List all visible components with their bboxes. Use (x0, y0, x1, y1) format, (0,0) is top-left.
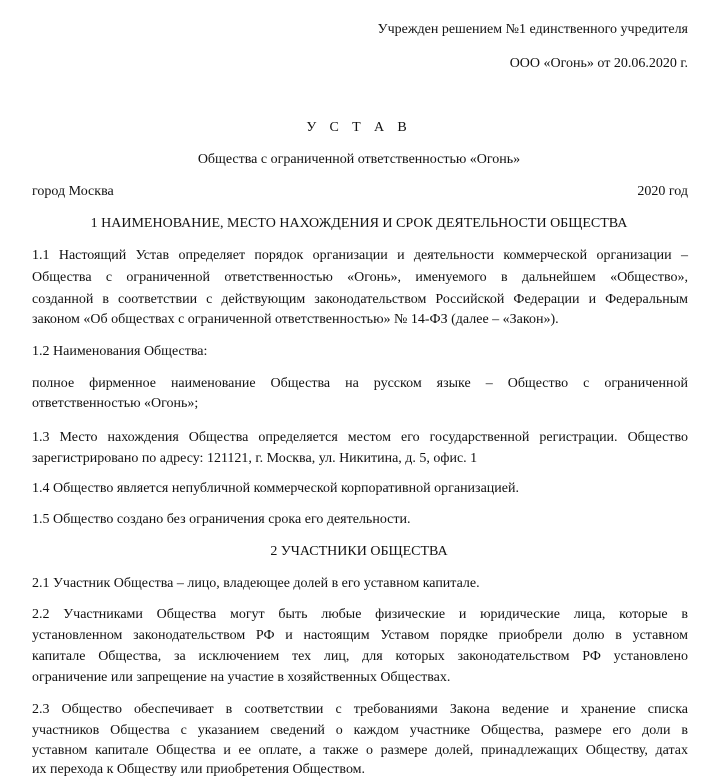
paragraph-1-5: 1.5 Общество создано без ограничения срока его деятельности. (32, 512, 411, 527)
paragraph-2-3-line: их перехода к Обществу или приобретения Обществом. (32, 762, 366, 777)
paragraph-1-1-line: Общества с ограниченной ответственностью «Огонь», именуемого в дальнейшем «Общество», (32, 270, 688, 285)
paragraph-1-2: 1.2 Наименования Общества: (32, 344, 208, 359)
city: город Москва (32, 184, 114, 199)
section-2-heading: 2 УЧАСТНИКИ ОБЩЕСТВА (270, 544, 448, 559)
paragraph-1-3-line: зарегистрировано по адресу: 121121, г. Москва, ул. Никитина, д. 5, офис. 1 (32, 451, 478, 466)
paragraph-1-1-line: законом «Об обществах с ограниченной ответственностью» № 14-ФЗ (далее – «Закон»). (32, 312, 559, 327)
paragraph-1-1-line: 1.1 Настоящий Устав определяет порядок организации и деятельности коммерческой организации – (32, 248, 688, 263)
approval-line-1: Учрежден решением №1 единственного учредителя (377, 22, 688, 37)
paragraph-2-1: 2.1 Участник Общества – лицо, владеющее долей в его уставном капитале. (32, 576, 480, 591)
paragraph-1-3-line: 1.3 Место нахождения Общества определяется местом его государственной регистрации. Общество (32, 430, 688, 445)
document-title: У С Т А В (306, 120, 412, 135)
paragraph-2-3-line: участников Общества с указанием сведений о каждом участнике Общества, размере его доли в (32, 723, 688, 738)
paragraph-2-2-line: 2.2 Участниками Общества могут быть любые физические и юридические лица, которые в (32, 607, 688, 622)
paragraph-1-2-name-line: ответственностью «Огонь»; (32, 396, 199, 411)
paragraph-2-3-line: 2.3 Общество обеспечивает в соответствии с требованиями Закона ведение и хранение списка (32, 702, 688, 717)
paragraph-1-1-line: созданной в соответствии с действующим законодательством Российской Федерации и Федеральным (32, 292, 688, 307)
paragraph-1-4: 1.4 Общество является непубличной коммерческой корпоративной организацией. (32, 481, 519, 496)
section-1-heading: 1 НАИМЕНОВАНИЕ, МЕСТО НАХОЖДЕНИЯ И СРОК ДЕЯТЕЛЬНОСТИ ОБЩЕСТВА (90, 216, 628, 231)
document-subtitle: Общества с ограниченной ответственностью «Огонь» (197, 152, 521, 167)
paragraph-2-2-line: установленном законодательством РФ и настоящим Уставом порядке приобрели долю в уставном (32, 628, 688, 643)
paragraph-2-2-line: капитале Общества, за исключением тех лиц, для которых законодательством РФ установлено (32, 649, 688, 664)
year: 2020 год (637, 184, 688, 199)
paragraph-1-2-name-line: полное фирменное наименование Общества на русском языке – Общество с ограниченной (32, 376, 688, 391)
paragraph-2-3-line: уставном капитале Общества и ее оплате, а также о размере долей, принадлежащих Обществу, датах (32, 743, 688, 758)
paragraph-2-2-line: ограничение или запрещение на участие в хозяйственных Обществах. (32, 670, 451, 685)
approval-line-2: ООО «Огонь» от 20.06.2020 г. (509, 56, 688, 71)
